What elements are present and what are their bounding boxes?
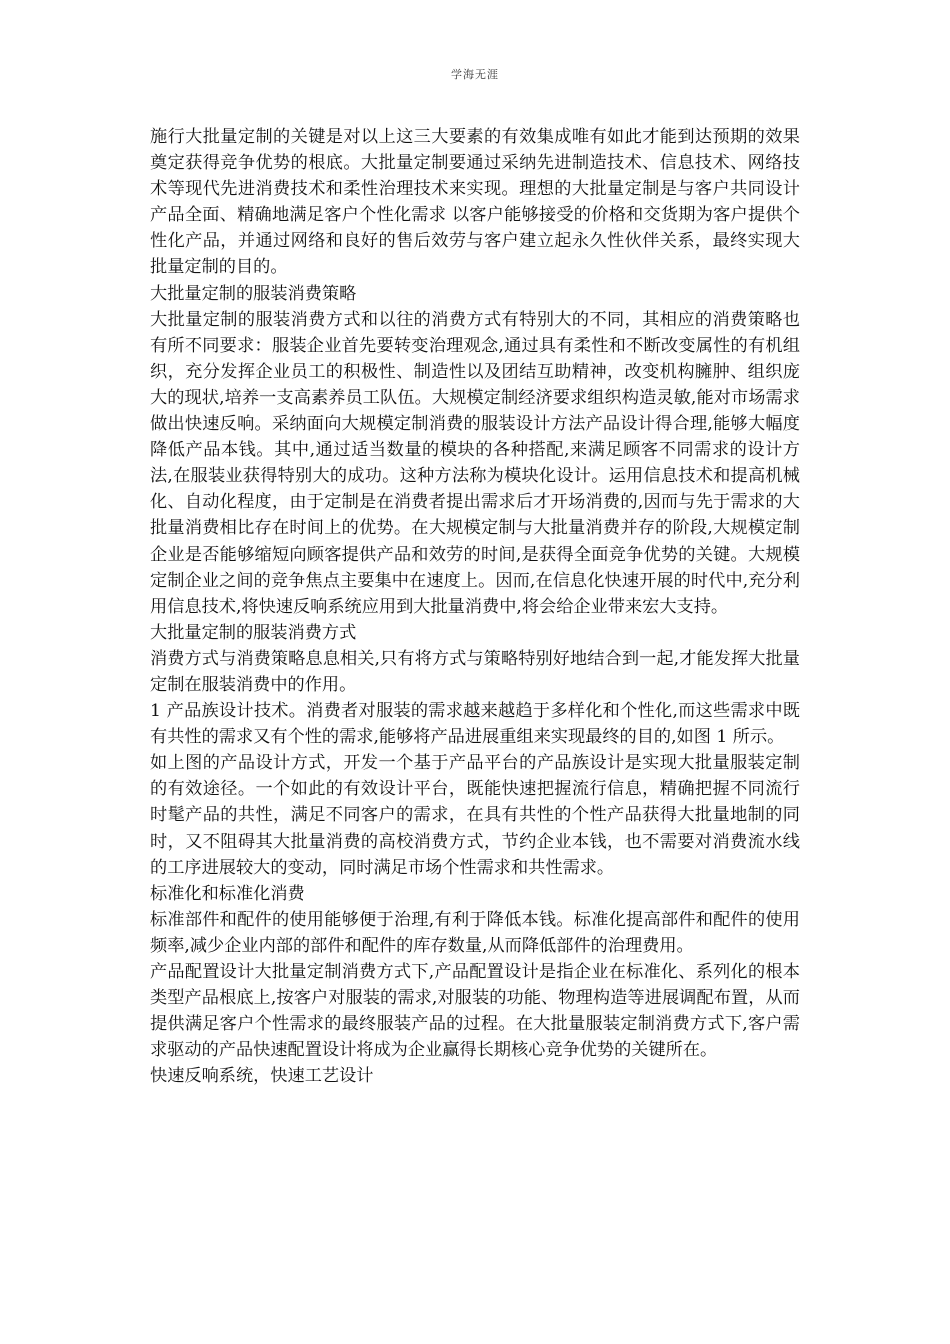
paragraph: 如上图的产品设计方式，开发一个基于产品平台的产品族设计是实现大批量服装定制的有效途径。一个如此的有效设计平台，既能快速把握流行信息，精确把握不同流行时髦产品的共性，满足不同客户的需求，在具有共性的个性产品获得大批量地制的同时，又不阻碍其大批量消费的高校消费方式，节约企业本钱，也不需要对消费流水线的工序进展较大的变动，同时满足市场个性需求和共性需求。 bbox=[150, 753, 800, 878]
paragraph: 消费方式与消费策略息息相关,只有将方式与策略特别好地结合到一起,才能发挥大批量定制在服装消费中的作用。 bbox=[150, 648, 800, 695]
document-body bbox=[150, 124, 800, 1089]
section-heading: 大批量定制的服装消费方式 bbox=[150, 622, 357, 643]
section-heading: 大批量定制的服装消费策略 bbox=[150, 283, 357, 304]
paragraph: 1 产品族设计技术。消费者对服装的需求越来越趋于多样化和个性化,而这些需求中既有共性的需求又有个性的需求,能够将产品进展重组来实现最终的目的,如图 1 所示。 bbox=[150, 701, 800, 748]
section-heading: 快速反响系统，快速工艺设计 bbox=[150, 1066, 374, 1087]
paragraph: 标准部件和配件的使用能够便于治理,有利于降低本钱。标准化提高部件和配件的使用频率,减少企业内部的部件和配件的库存数量,从而降低部件的治理费用。 bbox=[150, 909, 800, 956]
paragraph: 施行大批量定制的关键是对以上这三大要素的有效集成唯有如此才能到达预期的效果奠定获得竞争优势的根底。大批量定制要通过采纳先进制造技术、信息技术、网络技术等现代先进消费技术和柔性治理技术来实现。理想的大批量定制是与客户共同设计产品全面、精确地满足客户个性化需求 以客户能够接受的价格和交货期为客户提供个性化产品，并通过网络和良好的售后效劳与客户建立起永久性伙伴关系，最终实现大批量定制的目的。 bbox=[150, 127, 800, 278]
paragraph: 大批量定制的服装消费方式和以往的消费方式有特别大的不同，其相应的消费策略也有所不同要求：服装企业首先要转变治理观念,通过具有柔性和不断改变属性的有机组织，充分发挥企业员工的积极性、制造性以及团结互助精神，改变机构臃肿、组织庞大的现状,培养一支高素养员工队伍。大规模定制经济要求组织构造灵敏,能对市场需求做出快速反响。采纳面向大规模定制消费的服装设计方法产品设计得合理,能够大幅度降低产品本钱。其中,通过适当数量的模块的各种搭配,来满足顾客不同需求的设计方法,在服装业获得特别大的成功。这种方法称为模块化设计。运用信息技术和提高机械化、自动化程度，由于定制是在消费者提出需求后才开场消费的,因而与先于需求的大批量消费相比存在时间上的优势。在大规模定制与大批量消费并存的阶段,大规模定制企业是否能够缩短向顾客提供产品和效劳的时间,是获得全面竞争优势的关键。大规模定制企业之间的竞争焦点主要集中在速度上。因而,在信息化快速开展的时代中,充分利用信息技术,将快速反响系统应用到大批量消费中,将会给企业带来宏大支持。 bbox=[150, 309, 800, 617]
page-header: 学海无涯 bbox=[451, 68, 499, 81]
section-heading: 标准化和标准化消费 bbox=[150, 883, 305, 904]
paragraph: 产品配置设计大批量定制消费方式下,产品配置设计是指企业在标准化、系列化的根本类型产品根底上,按客户对服装的需求,对服装的功能、物理构造等进展调配布置，从而提供满足客户个性需求的最终服装产品的过程。在大批量服装定制消费方式下,客户需求驱动的产品快速配置设计将成为企业赢得长期核心竞争优势的关键所在。 bbox=[150, 962, 800, 1061]
